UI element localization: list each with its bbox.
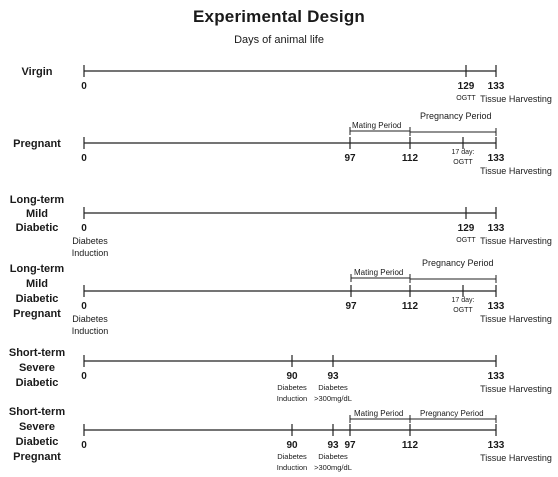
day-label: 0: [81, 371, 87, 382]
group-label: Pregnant: [13, 138, 61, 150]
tick-note: Induction: [71, 326, 109, 336]
tick-note: Diabetes: [277, 452, 307, 461]
tick-note: Diabetes: [318, 383, 348, 392]
period-label: Mating Period: [354, 409, 404, 418]
day-label: 0: [81, 81, 87, 92]
tick-note: OGTT: [456, 95, 476, 102]
group-label: Severe: [18, 362, 56, 374]
tick-note: Diabetes: [318, 452, 348, 461]
group-label: Long-term: [9, 194, 65, 206]
tick-note: Tissue Harvesting: [480, 384, 552, 394]
period-label: Pregnancy Period: [420, 111, 492, 121]
period-label: Pregnancy Period: [420, 409, 484, 418]
tick-note: OGTT: [453, 159, 473, 166]
group-label: Severe: [18, 421, 56, 433]
diagram-title: Experimental Design: [193, 7, 365, 26]
day-label: 0: [81, 440, 87, 451]
tick-note: Tissue Harvesting: [480, 314, 552, 324]
day-label: 133: [487, 153, 505, 164]
group-label: Pregnant: [13, 451, 61, 463]
group-label: Diabetic: [15, 377, 59, 389]
group-label: Diabetic: [15, 222, 59, 234]
group-label: Diabetic: [15, 436, 59, 448]
tick-note: Tissue Harvesting: [480, 94, 552, 104]
day-label: 112: [401, 301, 419, 312]
group-label: Short-term: [8, 347, 66, 359]
day-label: 17 day:: [451, 297, 475, 304]
group-label: Mild: [26, 208, 48, 220]
day-label: 112: [401, 440, 419, 451]
tick-note: Tissue Harvesting: [480, 453, 552, 463]
day-label: 93: [327, 440, 339, 451]
day-label: 97: [344, 153, 356, 164]
day-label: 0: [81, 223, 87, 234]
group-label: Long-term: [9, 263, 65, 275]
group-label: Pregnant: [13, 308, 61, 320]
period-label: Mating Period: [354, 268, 404, 277]
day-label: 97: [344, 440, 356, 451]
group-label: Short-term: [8, 406, 66, 418]
tick-note: Induction: [276, 394, 308, 403]
day-label: 90: [286, 371, 298, 382]
group-label: Mild: [26, 278, 48, 290]
tick-note: Diabetes: [72, 314, 108, 324]
tick-note: Tissue Harvesting: [480, 166, 552, 176]
day-label: 129: [457, 81, 475, 92]
day-label: 97: [345, 301, 357, 312]
tick-note: Diabetes: [72, 236, 108, 246]
group-label: Diabetic: [15, 293, 59, 305]
day-label: 112: [401, 153, 419, 164]
tick-note: OGTT: [453, 307, 473, 314]
period-label: Mating Period: [352, 121, 402, 130]
period-label: Pregnancy Period: [422, 258, 494, 268]
day-label: 133: [487, 223, 505, 234]
day-label: 93: [327, 371, 339, 382]
tick-note: Tissue Harvesting: [480, 236, 552, 246]
tick-note: Induction: [276, 463, 308, 472]
group-label: Virgin: [21, 66, 53, 78]
day-label: 17 day:: [451, 149, 475, 156]
day-label: 0: [81, 153, 87, 164]
day-label: 90: [286, 440, 298, 451]
day-label: 0: [81, 301, 87, 312]
tick-note: Induction: [71, 248, 109, 258]
diagram-subtitle: Days of animal life: [234, 34, 324, 46]
day-label: 133: [487, 81, 505, 92]
day-label: 129: [457, 223, 475, 234]
day-label: 133: [487, 301, 505, 312]
tick-note: >300mg/dL: [314, 463, 352, 472]
day-label: 133: [487, 440, 505, 451]
tick-note: Diabetes: [277, 383, 307, 392]
tick-note: >300mg/dL: [314, 394, 352, 403]
tick-note: OGTT: [456, 237, 476, 244]
day-label: 133: [487, 371, 505, 382]
